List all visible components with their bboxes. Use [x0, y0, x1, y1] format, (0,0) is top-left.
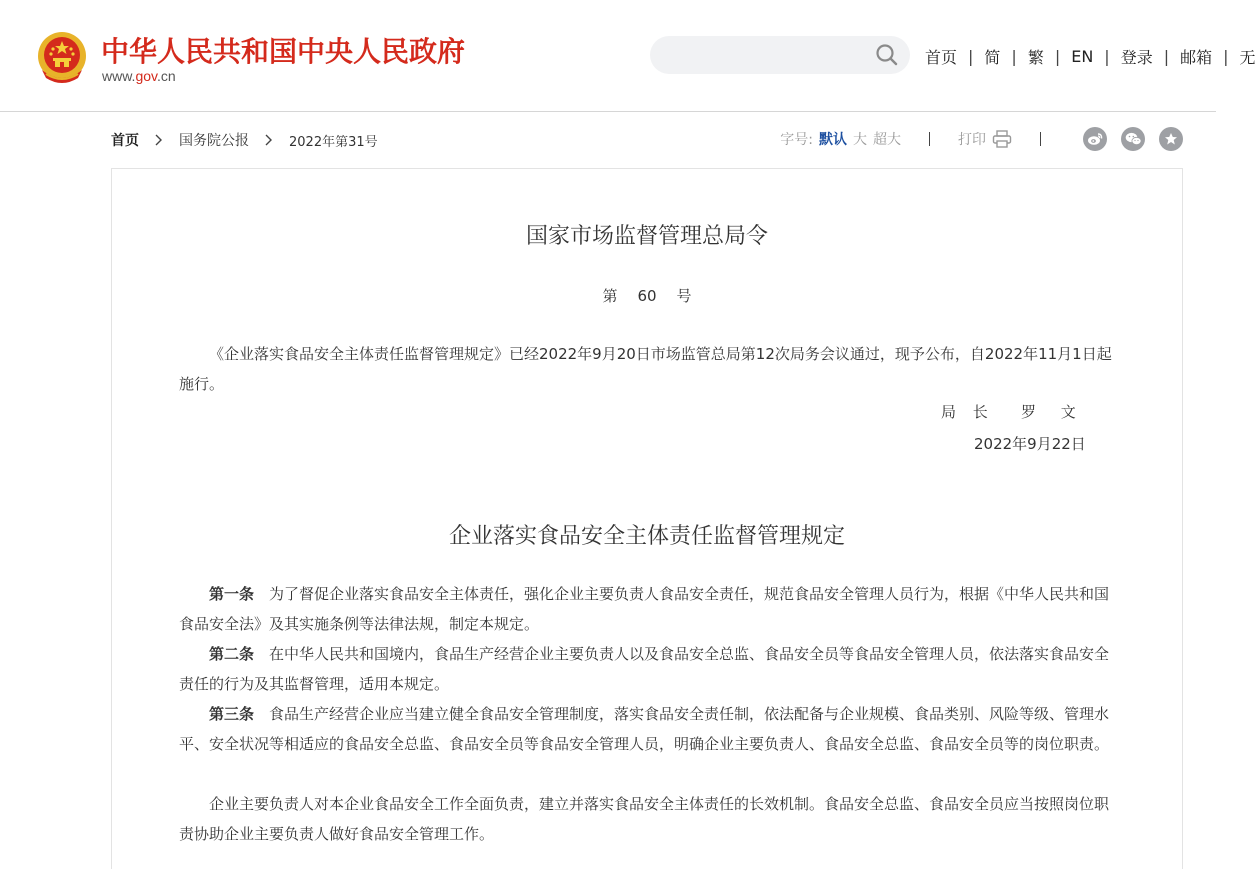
nav-separator: | — [968, 46, 974, 66]
article-text: 在中华人民共和国境内，食品生产经营企业主要负责人以及食品安全总监、食品安全员等食品安全管理人员，依法落实食品安全责任的行为及其监督管理，适用本规定。 — [179, 645, 1110, 693]
wechat-icon — [1125, 132, 1142, 146]
search-input[interactable] — [666, 36, 870, 76]
font-size-large[interactable]: 大 — [853, 132, 867, 148]
search-icon[interactable] — [874, 42, 900, 68]
nav-separator: | — [1163, 46, 1170, 66]
signer-name: 罗 文 — [1021, 403, 1086, 421]
article-paragraph — [179, 789, 1117, 849]
wechat-share-button[interactable] — [1121, 127, 1145, 151]
article-text: 为了督促企业落实食品安全主体责任，强化企业主要负责人食品安全责任，规范食品安全管理人员行为，根据《中华人民共和国食品安全法》及其实施条例等法律法规，制定本规定。 — [179, 585, 1110, 633]
signature-date: 2022年9月22日 — [974, 435, 1086, 453]
nav-separator: | — [1223, 46, 1229, 66]
site-url-suffix: .cn — [157, 68, 176, 84]
print-label: 打印 — [958, 132, 986, 148]
site-url-prefix: www. — [102, 68, 136, 84]
top-navigation — [925, 45, 1256, 67]
national-emblem-icon[interactable] — [36, 30, 88, 84]
article-label: 第一条 — [209, 585, 255, 603]
document-number-value: 60 — [637, 287, 657, 305]
nav-simplified[interactable]: 简 — [984, 47, 1001, 67]
breadcrumb-section[interactable]: 国务院公报 — [179, 133, 249, 149]
article-text: 企业主要负责人对本企业食品安全工作全面负责，建立并落实食品安全主体责任的长效机制。食品安全总监、食品安全员应当按照岗位职责协助企业主要负责人做好食品安全管理工作。 — [179, 795, 1110, 843]
font-size-label: 字号: — [780, 132, 813, 148]
article-body — [111, 168, 1183, 869]
site-header — [0, 0, 1256, 112]
breadcrumb-current: 2022年第31号 — [289, 134, 378, 150]
regulation-title: 企业落实食品安全主体责任监督管理规定 — [448, 524, 845, 549]
document-number — [112, 285, 1182, 306]
chevron-right-icon — [259, 133, 279, 147]
article-text: 食品生产经营企业应当建立健全食品安全管理制度，落实食品安全责任制，依法配备与企业规模、食品类别、风险等级、管理水平、安全状况等相适应的食品安全总监、食品安全员等食品安全管理人员，明确企业主要负责人、食品安全总监、食品安全员等的岗位职责。 — [179, 705, 1110, 753]
document-title: 国家市场监督管理总局令 — [525, 224, 768, 249]
chevron-right-icon — [149, 133, 169, 147]
signer-title: 局 长 — [941, 403, 994, 421]
document-number-prefix: 第 — [602, 287, 618, 305]
printer-icon — [992, 130, 1012, 148]
document-number-suffix: 号 — [676, 287, 692, 305]
nav-english[interactable]: EN — [1071, 46, 1094, 66]
print-button[interactable] — [958, 129, 1012, 149]
article-paragraph — [179, 579, 1117, 639]
site-url-domain: gov — [135, 68, 157, 84]
nav-home[interactable]: 首页 — [925, 47, 958, 67]
article-label: 第二条 — [209, 645, 255, 663]
announcement-paragraph: 《企业落实食品安全主体责任监督管理规定》已经2022年9月20日市场监管总局第12次局务会议通过，现予公布，自2022年11月1日起施行。 — [179, 345, 1112, 393]
search-box — [650, 36, 910, 74]
weibo-share-button[interactable] — [1083, 127, 1107, 151]
nav-mail[interactable]: 邮箱 — [1180, 47, 1213, 67]
breadcrumb — [111, 130, 378, 150]
font-size-default[interactable]: 默认 — [819, 132, 847, 148]
page-tools — [780, 124, 1183, 154]
nav-separator: | — [1011, 46, 1017, 66]
star-icon — [1164, 132, 1178, 146]
site-url — [102, 68, 176, 84]
article-toolbar — [111, 124, 1183, 154]
nav-separator: | — [1054, 46, 1061, 66]
breadcrumb-home[interactable]: 首页 — [111, 133, 139, 149]
toolbar-divider — [1040, 132, 1041, 146]
toolbar-divider — [929, 132, 930, 146]
article-label: 第三条 — [209, 705, 255, 723]
weibo-icon — [1087, 132, 1103, 146]
nav-traditional[interactable]: 繁 — [1027, 47, 1044, 67]
font-size-xlarge[interactable]: 超大 — [873, 132, 901, 148]
article-paragraph — [179, 639, 1117, 699]
site-title[interactable]: 中华人民共和国中央人民政府 — [101, 35, 466, 68]
article-paragraph — [179, 699, 1117, 759]
nav-login[interactable]: 登录 — [1120, 47, 1153, 67]
nav-accessibility[interactable]: 无 — [1239, 47, 1256, 67]
favorite-button[interactable] — [1159, 127, 1183, 151]
nav-separator: | — [1104, 46, 1110, 66]
